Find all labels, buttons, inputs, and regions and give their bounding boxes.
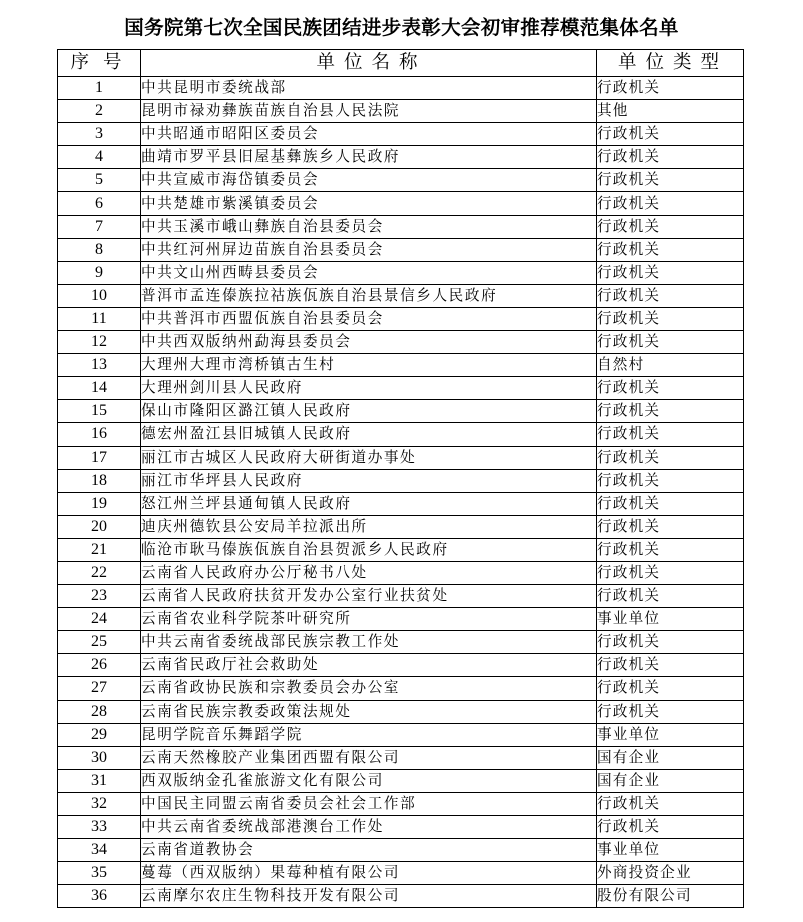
row-number-cell: 35 bbox=[58, 862, 141, 885]
table-row bbox=[58, 839, 744, 862]
row-number-cell: 17 bbox=[58, 446, 141, 469]
unit-name-cell: 昆明学院音乐舞蹈学院 bbox=[141, 723, 597, 746]
table-row bbox=[58, 169, 744, 192]
unit-type-cell: 外商投资企业 bbox=[597, 862, 744, 885]
row-number-cell: 9 bbox=[58, 261, 141, 284]
table-row bbox=[58, 723, 744, 746]
table-row bbox=[58, 123, 744, 146]
row-number-cell: 22 bbox=[58, 561, 141, 584]
unit-name-cell: 云南省人民政府办公厅秘书八处 bbox=[141, 561, 597, 584]
row-number-cell: 3 bbox=[58, 123, 141, 146]
unit-type-cell: 行政机关 bbox=[597, 515, 744, 538]
unit-name-cell: 云南省农业科学院茶叶研究所 bbox=[141, 608, 597, 631]
unit-name-cell: 中共云南省委统战部港澳台工作处 bbox=[141, 816, 597, 839]
unit-name-cell: 中共昆明市委统战部 bbox=[141, 77, 597, 100]
unit-name-cell: 丽江市古城区人民政府大研街道办事处 bbox=[141, 446, 597, 469]
unit-type-cell: 事业单位 bbox=[597, 839, 744, 862]
table-row bbox=[58, 492, 744, 515]
table-row bbox=[58, 146, 744, 169]
unit-name-cell: 云南省政协民族和宗教委员会办公室 bbox=[141, 677, 597, 700]
table-row bbox=[58, 77, 744, 100]
table-row bbox=[58, 354, 744, 377]
row-number-cell: 27 bbox=[58, 677, 141, 700]
unit-type-cell: 行政机关 bbox=[597, 816, 744, 839]
row-number-cell: 25 bbox=[58, 631, 141, 654]
unit-type-cell: 其他 bbox=[597, 100, 744, 123]
row-number-cell: 24 bbox=[58, 608, 141, 631]
unit-type-cell: 行政机关 bbox=[597, 238, 744, 261]
unit-type-cell: 事业单位 bbox=[597, 723, 744, 746]
row-number-cell: 29 bbox=[58, 723, 141, 746]
table-header bbox=[58, 50, 744, 77]
unit-type-cell: 行政机关 bbox=[597, 469, 744, 492]
column-header-unit-name: 单位名称 bbox=[141, 50, 597, 77]
unit-name-cell: 中共楚雄市紫溪镇委员会 bbox=[141, 192, 597, 215]
row-number-cell: 19 bbox=[58, 492, 141, 515]
table-row bbox=[58, 677, 744, 700]
row-number-cell: 23 bbox=[58, 585, 141, 608]
unit-type-cell: 行政机关 bbox=[597, 585, 744, 608]
row-number-cell: 34 bbox=[58, 839, 141, 862]
column-header-number: 序号 bbox=[58, 50, 141, 77]
unit-type-cell: 行政机关 bbox=[597, 77, 744, 100]
unit-type-cell: 行政机关 bbox=[597, 700, 744, 723]
row-number-cell: 21 bbox=[58, 538, 141, 561]
row-number-cell: 5 bbox=[58, 169, 141, 192]
table-row bbox=[58, 261, 744, 284]
unit-type-cell: 行政机关 bbox=[597, 492, 744, 515]
row-number-cell: 12 bbox=[58, 331, 141, 354]
row-number-cell: 31 bbox=[58, 769, 141, 792]
unit-name-cell: 蔓莓（西双版纳）果莓种植有限公司 bbox=[141, 862, 597, 885]
unit-type-cell: 国有企业 bbox=[597, 746, 744, 769]
unit-type-cell: 行政机关 bbox=[597, 146, 744, 169]
unit-type-cell: 行政机关 bbox=[597, 400, 744, 423]
unit-name-cell: 丽江市华坪县人民政府 bbox=[141, 469, 597, 492]
table-row bbox=[58, 284, 744, 307]
unit-type-cell: 行政机关 bbox=[597, 792, 744, 815]
table-row bbox=[58, 238, 744, 261]
table-row bbox=[58, 469, 744, 492]
row-number-cell: 30 bbox=[58, 746, 141, 769]
unit-name-cell: 中共玉溪市峨山彝族自治县委员会 bbox=[141, 215, 597, 238]
unit-type-cell: 行政机关 bbox=[597, 261, 744, 284]
unit-type-cell: 行政机关 bbox=[597, 123, 744, 146]
table-row bbox=[58, 862, 744, 885]
table-row bbox=[58, 446, 744, 469]
unit-type-cell: 行政机关 bbox=[597, 284, 744, 307]
table-row bbox=[58, 608, 744, 631]
table-row bbox=[58, 746, 744, 769]
row-number-cell: 14 bbox=[58, 377, 141, 400]
row-number-cell: 15 bbox=[58, 400, 141, 423]
unit-name-cell: 云南省民族宗教委政策法规处 bbox=[141, 700, 597, 723]
unit-name-cell: 中共普洱市西盟佤族自治县委员会 bbox=[141, 307, 597, 330]
row-number-cell: 20 bbox=[58, 515, 141, 538]
table-row bbox=[58, 654, 744, 677]
unit-name-cell: 普洱市孟连傣族拉祜族佤族自治县景信乡人民政府 bbox=[141, 284, 597, 307]
unit-name-cell: 中共西双版纳州勐海县委员会 bbox=[141, 331, 597, 354]
unit-name-cell: 西双版纳金孔雀旅游文化有限公司 bbox=[141, 769, 597, 792]
row-number-cell: 16 bbox=[58, 423, 141, 446]
table-row bbox=[58, 885, 744, 908]
unit-type-cell: 行政机关 bbox=[597, 538, 744, 561]
unit-type-cell: 行政机关 bbox=[597, 307, 744, 330]
row-number-cell: 32 bbox=[58, 792, 141, 815]
table-row bbox=[58, 538, 744, 561]
header-row bbox=[58, 50, 744, 77]
row-number-cell: 28 bbox=[58, 700, 141, 723]
row-number-cell: 6 bbox=[58, 192, 141, 215]
unit-type-cell: 行政机关 bbox=[597, 677, 744, 700]
unit-name-cell: 迪庆州德钦县公安局羊拉派出所 bbox=[141, 515, 597, 538]
table-row bbox=[58, 515, 744, 538]
row-number-cell: 36 bbox=[58, 885, 141, 908]
row-number-cell: 4 bbox=[58, 146, 141, 169]
unit-name-cell: 曲靖市罗平县旧屋基彝族乡人民政府 bbox=[141, 146, 597, 169]
row-number-cell: 26 bbox=[58, 654, 141, 677]
row-number-cell: 11 bbox=[58, 307, 141, 330]
column-header-unit-type: 单位类型 bbox=[597, 50, 744, 77]
table-row bbox=[58, 377, 744, 400]
unit-type-cell: 行政机关 bbox=[597, 446, 744, 469]
table-row bbox=[58, 423, 744, 446]
table-body bbox=[58, 77, 744, 908]
table-row bbox=[58, 400, 744, 423]
table-row bbox=[58, 561, 744, 584]
unit-name-cell: 保山市隆阳区潞江镇人民政府 bbox=[141, 400, 597, 423]
unit-name-cell: 怒江州兰坪县通甸镇人民政府 bbox=[141, 492, 597, 515]
unit-type-cell: 行政机关 bbox=[597, 377, 744, 400]
unit-name-cell: 中共云南省委统战部民族宗教工作处 bbox=[141, 631, 597, 654]
unit-type-cell: 行政机关 bbox=[597, 561, 744, 584]
table-row bbox=[58, 792, 744, 815]
model-collective-table bbox=[57, 49, 744, 908]
unit-name-cell: 临沧市耿马傣族佤族自治县贺派乡人民政府 bbox=[141, 538, 597, 561]
table-row bbox=[58, 100, 744, 123]
row-number-cell: 8 bbox=[58, 238, 141, 261]
row-number-cell: 10 bbox=[58, 284, 141, 307]
unit-type-cell: 行政机关 bbox=[597, 423, 744, 446]
unit-name-cell: 中共昭通市昭阳区委员会 bbox=[141, 123, 597, 146]
table-row bbox=[58, 307, 744, 330]
row-number-cell: 13 bbox=[58, 354, 141, 377]
table-row bbox=[58, 192, 744, 215]
unit-type-cell: 股份有限公司 bbox=[597, 885, 744, 908]
table-row bbox=[58, 331, 744, 354]
table-row bbox=[58, 700, 744, 723]
unit-type-cell: 行政机关 bbox=[597, 631, 744, 654]
unit-type-cell: 行政机关 bbox=[597, 192, 744, 215]
unit-type-cell: 行政机关 bbox=[597, 331, 744, 354]
table-row bbox=[58, 215, 744, 238]
unit-name-cell: 德宏州盈江县旧城镇人民政府 bbox=[141, 423, 597, 446]
table-row bbox=[58, 816, 744, 839]
unit-type-cell: 事业单位 bbox=[597, 608, 744, 631]
unit-name-cell: 云南摩尔农庄生物科技开发有限公司 bbox=[141, 885, 597, 908]
unit-name-cell: 中国民主同盟云南省委员会社会工作部 bbox=[141, 792, 597, 815]
unit-name-cell: 昆明市禄劝彝族苗族自治县人民法院 bbox=[141, 100, 597, 123]
table-row bbox=[58, 769, 744, 792]
unit-type-cell: 行政机关 bbox=[597, 215, 744, 238]
unit-name-cell: 云南天然橡胶产业集团西盟有限公司 bbox=[141, 746, 597, 769]
unit-name-cell: 云南省道教协会 bbox=[141, 839, 597, 862]
document-title: 国务院第七次全国民族团结进步表彰大会初审推荐模范集体名单 bbox=[124, 16, 679, 39]
row-number-cell: 18 bbox=[58, 469, 141, 492]
unit-type-cell: 行政机关 bbox=[597, 654, 744, 677]
unit-name-cell: 中共红河州屏边苗族自治县委员会 bbox=[141, 238, 597, 261]
unit-type-cell: 行政机关 bbox=[597, 169, 744, 192]
unit-name-cell: 大理州剑川县人民政府 bbox=[141, 377, 597, 400]
unit-name-cell: 云南省民政厅社会救助处 bbox=[141, 654, 597, 677]
row-number-cell: 7 bbox=[58, 215, 141, 238]
table-row bbox=[58, 631, 744, 654]
unit-type-cell: 国有企业 bbox=[597, 769, 744, 792]
unit-name-cell: 中共文山州西畴县委员会 bbox=[141, 261, 597, 284]
row-number-cell: 33 bbox=[58, 816, 141, 839]
row-number-cell: 2 bbox=[58, 100, 141, 123]
unit-name-cell: 云南省人民政府扶贫开发办公室行业扶贫处 bbox=[141, 585, 597, 608]
table-row bbox=[58, 585, 744, 608]
unit-type-cell: 自然村 bbox=[597, 354, 744, 377]
unit-name-cell: 中共宣威市海岱镇委员会 bbox=[141, 169, 597, 192]
unit-name-cell: 大理州大理市湾桥镇古生村 bbox=[141, 354, 597, 377]
row-number-cell: 1 bbox=[58, 77, 141, 100]
